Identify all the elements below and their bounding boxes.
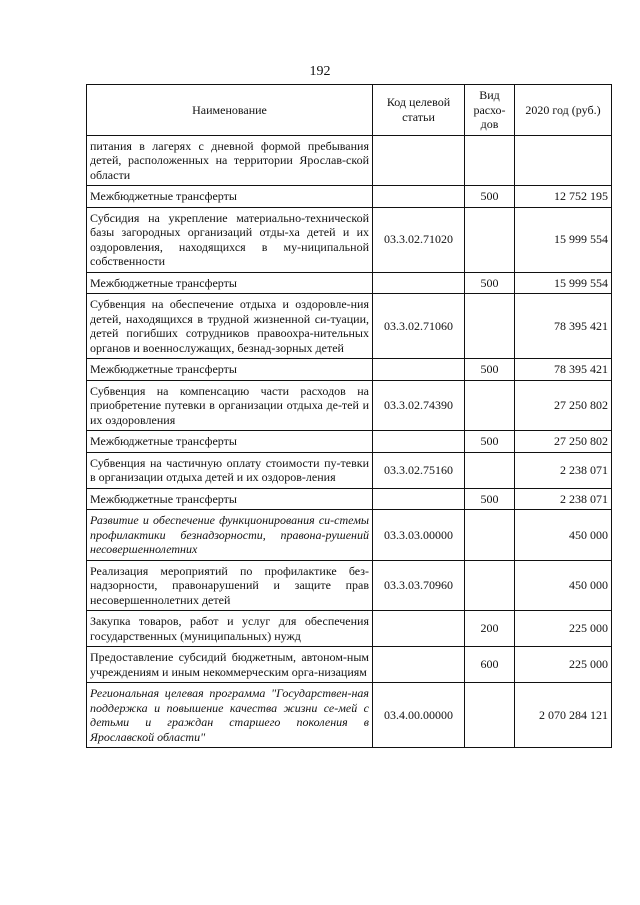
- cell-type: [465, 683, 515, 748]
- cell-name: Межбюджетные трансферты: [87, 359, 373, 381]
- table-row: [87, 488, 612, 510]
- cell-name: Развитие и обеспечение функционирования си-стемы профилактики безнадзорности, правона-рушений несовершеннолетних: [87, 510, 373, 561]
- cell-type: [465, 452, 515, 488]
- cell-name: Реализация мероприятий по профилактике без-надзорности, правонарушений и защите прав несовершеннолетних детей: [87, 560, 373, 611]
- cell-code: 03.3.03.00000: [373, 510, 465, 561]
- cell-type: 200: [465, 611, 515, 647]
- cell-name: Предоставление субсидий бюджетным, автоном-ным учреждениям и иным некоммерческим орга-низациям: [87, 647, 373, 683]
- cell-type: [465, 510, 515, 561]
- table-row: [87, 560, 612, 611]
- cell-sum: 27 250 802: [515, 380, 612, 431]
- cell-name: Субвенция на частичную оплату стоимости пу-тевки в организации отдыха детей и их оздоров-ления: [87, 452, 373, 488]
- cell-sum: 2 070 284 121: [515, 683, 612, 748]
- cell-type: 500: [465, 359, 515, 381]
- table-row: [87, 135, 612, 186]
- cell-sum: 15 999 554: [515, 207, 612, 272]
- header-sum: 2020 год (руб.): [515, 85, 612, 136]
- cell-type: [465, 380, 515, 431]
- cell-name: Субсидия на укрепление материально-технической базы загородных организаций отды-ха детей и их оздоровления, находящихся в му-ниципальной собственности: [87, 207, 373, 272]
- cell-sum: 78 395 421: [515, 359, 612, 381]
- cell-code: 03.4.00.00000: [373, 683, 465, 748]
- header-name: Наименование: [87, 85, 373, 136]
- cell-name: питания в лагерях с дневной формой пребывания детей, расположенных на территории Ярослав-ской области: [87, 135, 373, 186]
- header-type: Вид расхо-дов: [465, 85, 515, 136]
- cell-code: [373, 647, 465, 683]
- budget-table: [86, 84, 612, 748]
- cell-sum: 450 000: [515, 510, 612, 561]
- cell-type: 500: [465, 272, 515, 294]
- cell-name: Закупка товаров, работ и услуг для обеспечения государственных (муниципальных) нужд: [87, 611, 373, 647]
- cell-code: 03.3.02.71020: [373, 207, 465, 272]
- table-header-row: [87, 85, 612, 136]
- cell-code: [373, 186, 465, 208]
- cell-sum: 78 395 421: [515, 294, 612, 359]
- cell-type: 600: [465, 647, 515, 683]
- cell-type: 500: [465, 488, 515, 510]
- table-row: [87, 359, 612, 381]
- table-row: [87, 207, 612, 272]
- table-row: [87, 186, 612, 208]
- cell-sum: 2 238 071: [515, 488, 612, 510]
- cell-name: Субвенция на обеспечение отдыха и оздоровле-ния детей, находящихся в трудной жизненной си-туации, детей погибших сотрудников правоохра-нительных органов и военнослужащих, безнад-зорных детей: [87, 294, 373, 359]
- cell-code: [373, 135, 465, 186]
- cell-sum: 225 000: [515, 647, 612, 683]
- cell-code: 03.3.02.74390: [373, 380, 465, 431]
- table-row: [87, 647, 612, 683]
- table-row: [87, 272, 612, 294]
- header-code: Код целевой статьи: [373, 85, 465, 136]
- cell-code: [373, 359, 465, 381]
- cell-code: [373, 611, 465, 647]
- cell-name: Межбюджетные трансферты: [87, 272, 373, 294]
- cell-type: [465, 135, 515, 186]
- cell-code: [373, 272, 465, 294]
- table-row: [87, 431, 612, 453]
- cell-sum: [515, 135, 612, 186]
- cell-sum: 12 752 195: [515, 186, 612, 208]
- cell-sum: 27 250 802: [515, 431, 612, 453]
- cell-code: 03.3.02.71060: [373, 294, 465, 359]
- cell-code: 03.3.03.70960: [373, 560, 465, 611]
- cell-code: [373, 431, 465, 453]
- table-row: [87, 510, 612, 561]
- table-row: [87, 294, 612, 359]
- table-row: [87, 683, 612, 748]
- table-row: [87, 611, 612, 647]
- page-number: 192: [309, 64, 331, 79]
- cell-code: [373, 488, 465, 510]
- cell-name: Межбюджетные трансферты: [87, 186, 373, 208]
- cell-type: [465, 560, 515, 611]
- cell-type: [465, 207, 515, 272]
- cell-code: 03.3.02.75160: [373, 452, 465, 488]
- cell-sum: 225 000: [515, 611, 612, 647]
- cell-sum: 450 000: [515, 560, 612, 611]
- cell-name: Межбюджетные трансферты: [87, 431, 373, 453]
- table-body: [87, 135, 612, 748]
- cell-type: [465, 294, 515, 359]
- cell-type: 500: [465, 431, 515, 453]
- cell-name: Региональная целевая программа "Государствен-ная поддержка и повышение качества жизни се-мей с детьми и граждан старшего поколения в Ярославской области": [87, 683, 373, 748]
- cell-sum: 15 999 554: [515, 272, 612, 294]
- cell-type: 500: [465, 186, 515, 208]
- cell-name: Субвенция на компенсацию части расходов на приобретение путевки в организации отдыха де-тей и их оздоровления: [87, 380, 373, 431]
- table-row: [87, 380, 612, 431]
- cell-name: Межбюджетные трансферты: [87, 488, 373, 510]
- cell-sum: 2 238 071: [515, 452, 612, 488]
- table-row: [87, 452, 612, 488]
